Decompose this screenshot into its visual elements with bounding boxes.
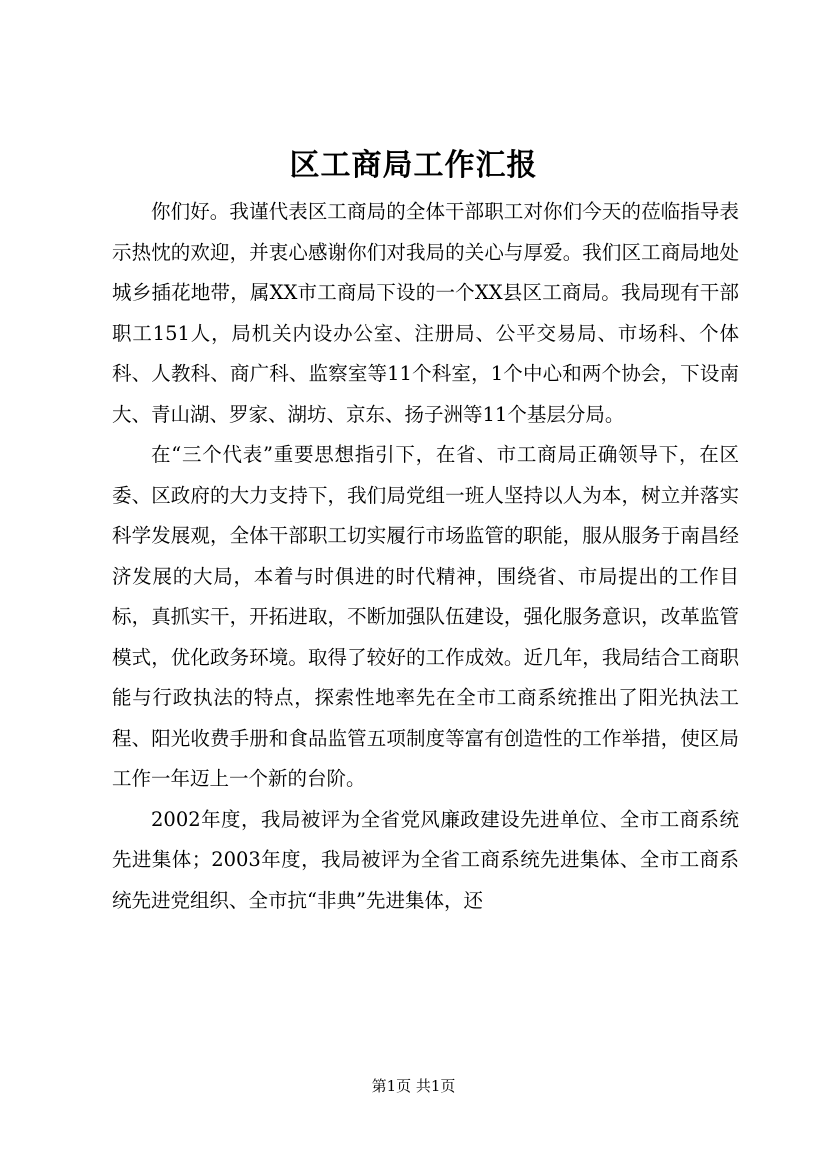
paragraph-2: 在“三个代表”重要思想指引下，在省、市工商局正确领导下，在区委、区政府的大力支持下，我们局党组一班人坚持以人为本，树立并落实科学发展观，全体干部职工切实履行市场监管的职能，服从服务于南昌经济发展的大局，本着与时俱进的时代精神，围绕省、市局提出的工作目标，真抓实干，开拓进取，不断加强队伍建设，强化服务意识，改革监管模式，优化政务环境。取得了较好的工作成效。近几年，我局结合工商职能与行政执法的特点，探索性地率先在全市工商系统推出了阳光执法工程、阳光收费手册和食品监管五项制度等富有创造性的工作举措，使区局工作一年迈上一个新的台阶。	[112, 443, 739, 790]
document-title: 区工商局工作汇报	[289, 148, 538, 183]
paragraph-3: 2002年度，我局被评为全省党风廉政建设先进单位、全市工商系统先进集体；2003年度，我局被评为全省工商系统先进集体、全市工商系统先进党组织、全市抗“非典”先进集体，还	[112, 807, 739, 912]
paragraph-1: 你们好。我谨代表区工商局的全体干部职工对你们今天的莅临指导表示热忱的欢迎，并衷心感谢你们对我局的关心与厚爱。我们区工商局地处城乡插花地带，属XX市工商局下设的一个XX县区工商局。我局现有干部职工151人，局机关内设办公室、注册局、公平交易局、市场科、个体科、人教科、商广科、监察室等11个科室，1个中心和两个协会，下设南大、青山湖、罗家、湖坊、京东、扬子洲等11个基层分局。	[112, 200, 739, 426]
document-body	[112, 192, 739, 921]
page-number-footer: 第1页 共1页	[371, 1077, 456, 1095]
